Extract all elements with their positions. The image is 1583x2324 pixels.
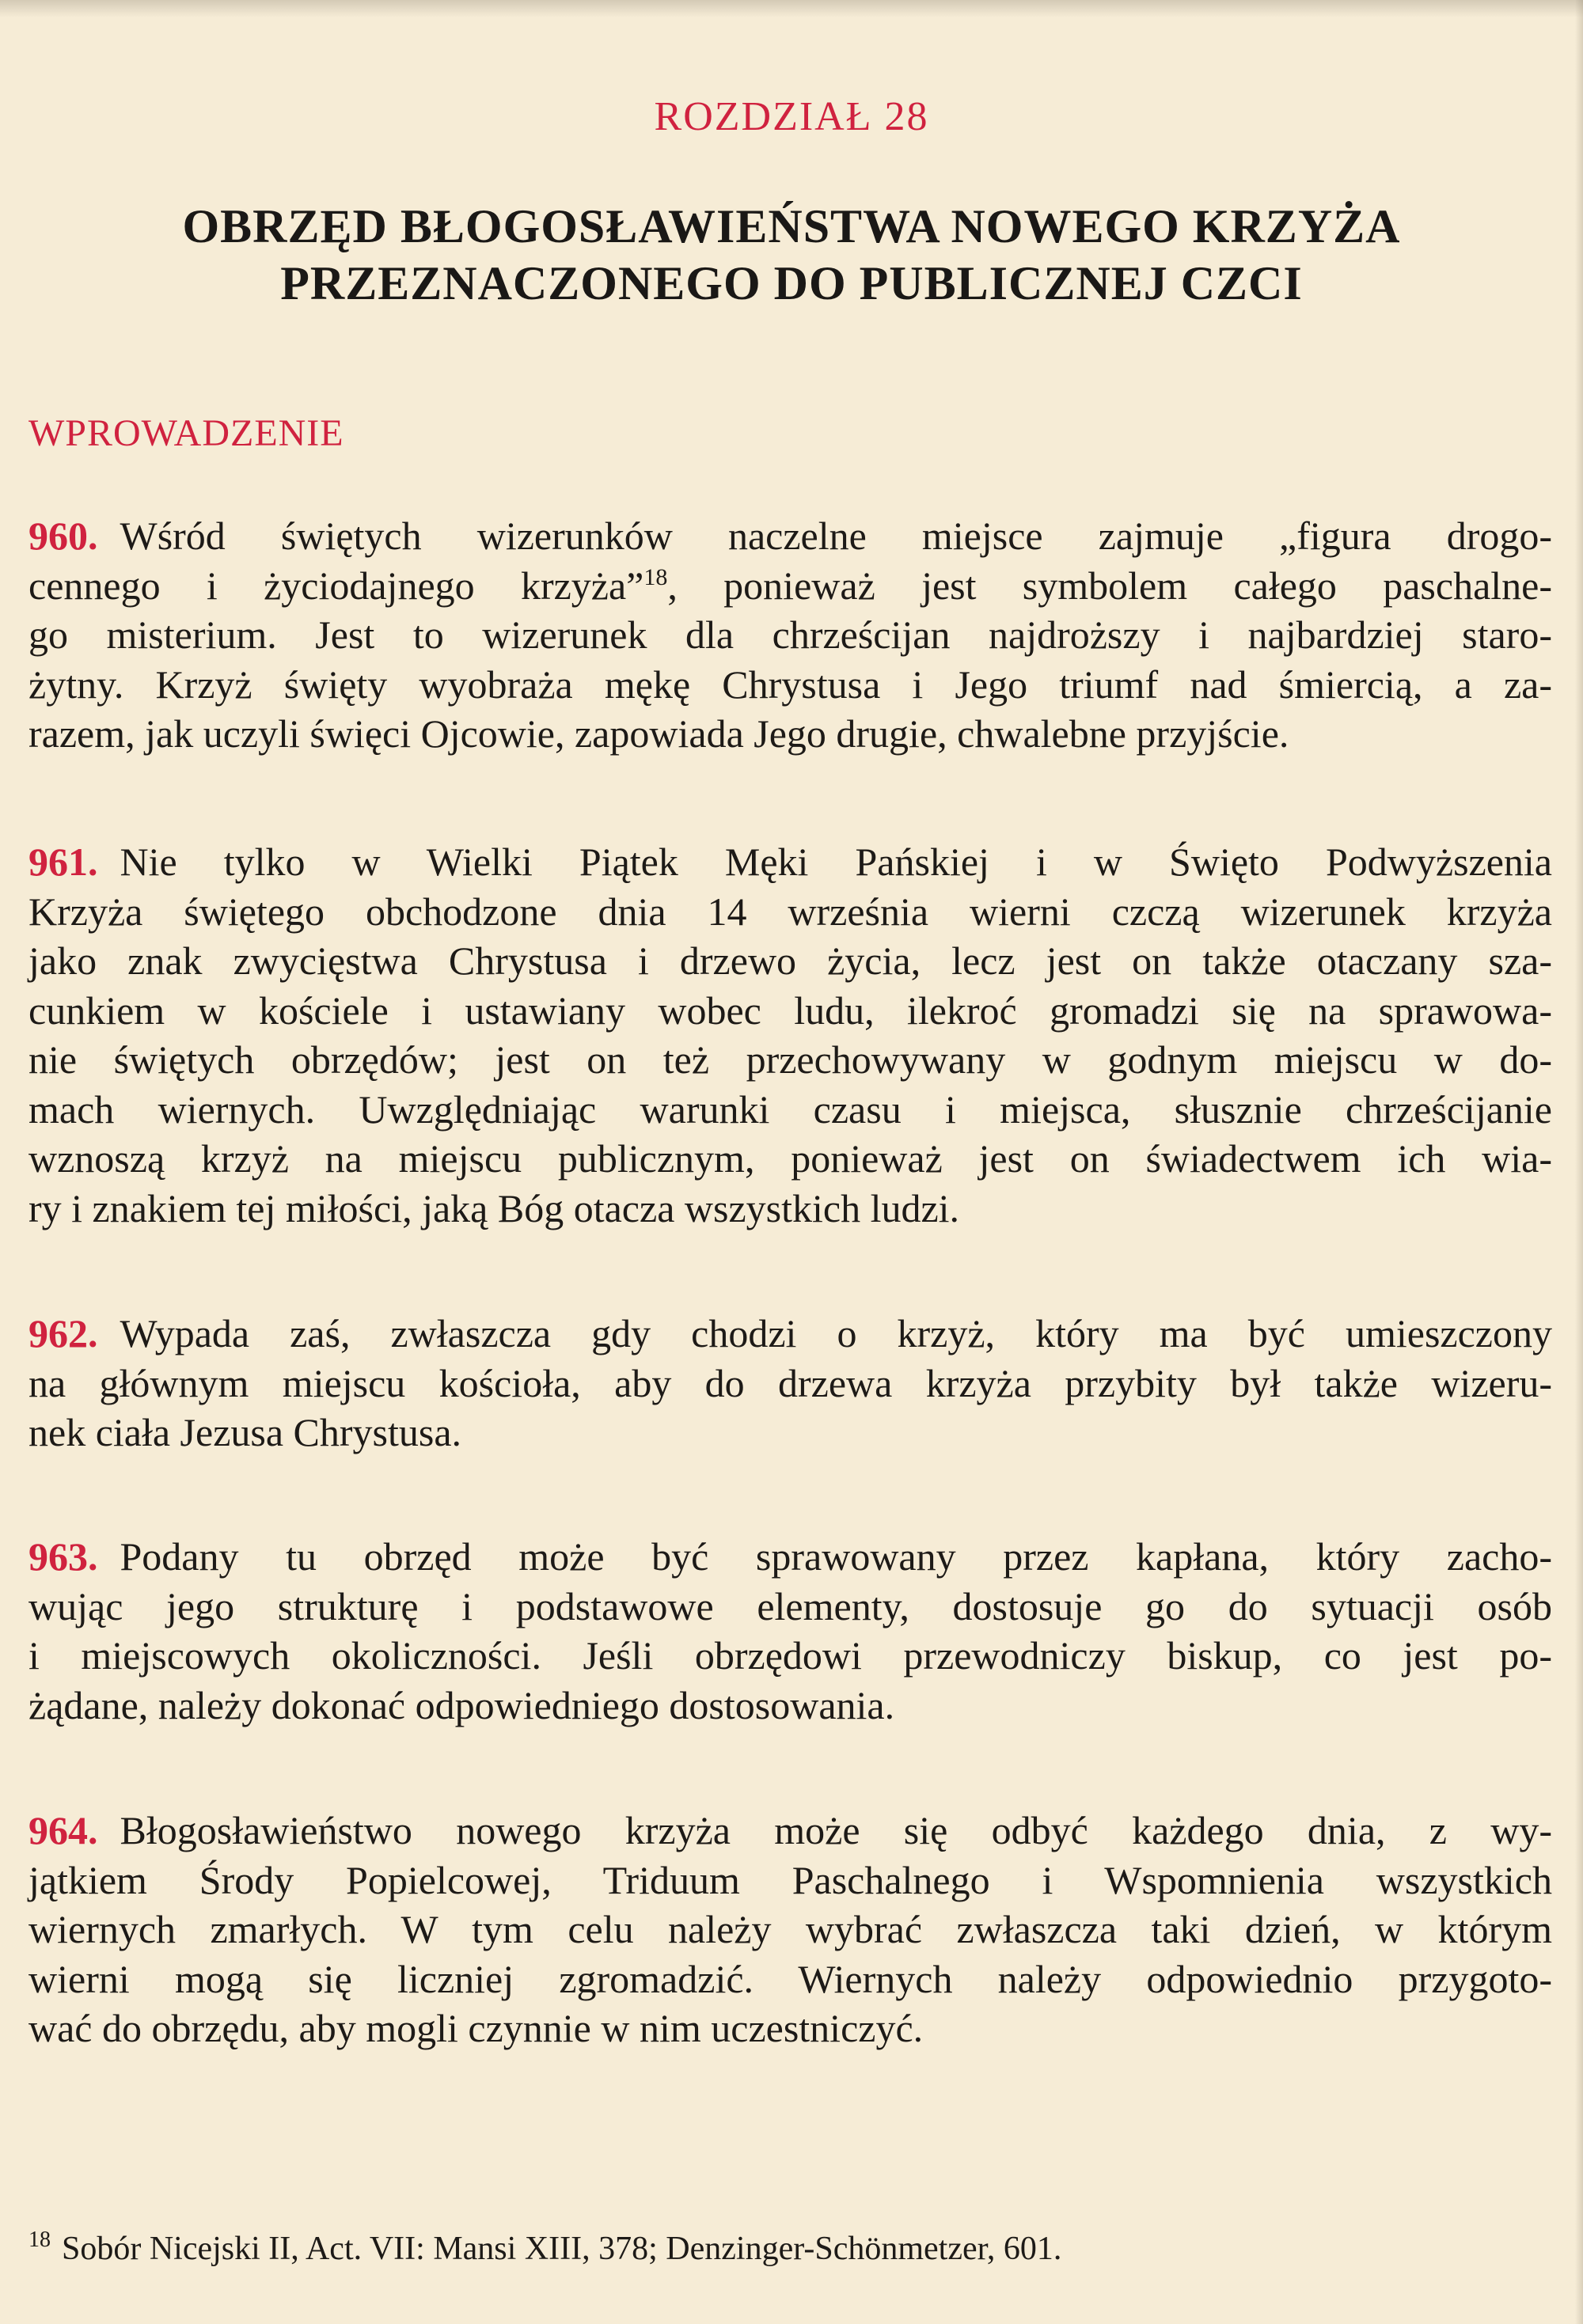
paragraph-line: jako znak zwycięstwa Chrystusa i drzewo życia, lecz jest on także otaczany sza- <box>28 938 1552 983</box>
section-heading: WPROWADZENIE <box>28 412 344 454</box>
paragraph-line: 961. Nie tylko w Wielki Piątek Męki Pańskiej i w Święto Podwyższenia <box>28 840 1552 884</box>
paragraph-line: wiernych zmarłych. W tym celu należy wybrać zwłaszcza taki dzień, w którym <box>28 1907 1552 1951</box>
paragraph-line: 962. Wypada zaś, zwłaszcza gdy chodzi o krzyż, który ma być umieszczony <box>28 1311 1552 1355</box>
paragraph-line: cunkiem w kościele i ustawiany wobec ludu, ilekroć gromadzi się na sprawowa- <box>28 988 1552 1033</box>
paragraph-964 <box>28 1806 1552 2053</box>
paragraph-number: 964. <box>28 1808 98 1852</box>
paragraph-line: nie świętych obrzędów; jest on też przechowywany w godnym miejscu w do- <box>28 1037 1552 1082</box>
footnote <box>28 2227 1062 2268</box>
paragraph-line: nek ciała Jezusa Chrystusa. <box>28 1410 462 1454</box>
paragraph-line: wierni mogą się liczniej zgromadzić. Wiernych należy odpowiednio przygoto- <box>28 1956 1552 2001</box>
paragraph-line: i miejscowych okoliczności. Jeśli obrzędowi przewodniczy biskup, co jest po- <box>28 1633 1552 1678</box>
paragraph-line: wując jego strukturę i podstawowe elementy, dostosuje go do sytuacji osób <box>28 1583 1552 1628</box>
paragraph-line: Krzyża świętego obchodzone dnia 14 września wierni czczą wizerunek krzyża <box>28 889 1552 934</box>
paragraph-line: cennego i życiodajnego krzyża”$^{18}$, ponieważ jest symbolem całego paschalne- <box>28 563 1552 608</box>
paragraph-number: 962. <box>28 1311 98 1355</box>
paragraph-line: na głównym miejscu kościoła, aby do drzewa krzyża przybity był także wizeru- <box>28 1360 1552 1405</box>
paragraph-line: jątkiem Środy Popielcowej, Triduum Paschalnego i Wspomnienia wszystkich <box>28 1857 1552 1902</box>
paragraph-line: mach wiernych. Uwzględniając warunki czasu i miejsca, słusznie chrześcijanie <box>28 1086 1552 1132</box>
paragraph-number: 960. <box>28 514 98 558</box>
footnote-text: Sobór Nicejski II, Act. VII: Mansi XIII, 378; Denzinger-Schönmetzer, 601. <box>62 2231 1062 2267</box>
paragraph-960 <box>28 511 1552 759</box>
paragraph-line: 964. Błogosławieństwo nowego krzyża może się odbyć każdego dnia, z wy- <box>28 1808 1552 1852</box>
paragraph-line: wać do obrzędu, aby mogli czynnie w nim uczestniczyć. <box>28 2006 924 2050</box>
paragraph-line: 960. Wśród świętych wizerunków naczelne miejsce zajmuje „figura drogo- <box>28 514 1552 558</box>
chapter-label: ROZDZIAŁ 28 <box>654 94 929 139</box>
chapter-title-line-2: PRZEZNACZONEGO DO PUBLICZNEJ CZCI <box>280 257 1303 309</box>
paragraph-961 <box>28 837 1552 1233</box>
paragraph-line: żądane, należy dokonać odpowiedniego dostosowania. <box>28 1682 895 1727</box>
paragraph-line: razem, jak uczyli święci Ojcowie, zapowiada Jego drugie, chwalebne przyjście. <box>28 711 1289 756</box>
paragraph-line: go misterium. Jest to wizerunek dla chrześcijan najdroższy i najbardziej staro- <box>28 612 1552 657</box>
footnote-reference[interactable]: 18 <box>643 563 668 590</box>
paragraph-number: 963. <box>28 1534 98 1579</box>
chapter-title <box>47 198 1536 312</box>
footnote-marker: 18 <box>28 2227 51 2252</box>
paragraph-line: wznoszą krzyż na miejscu publicznym, ponieważ jest on świadectwem ich wia- <box>28 1136 1552 1181</box>
paragraph-963 <box>28 1532 1552 1730</box>
paragraph-962 <box>28 1309 1552 1458</box>
paragraph-line: ry i znakiem tej miłości, jaką Bóg otacza wszystkich ludzi. <box>28 1185 960 1230</box>
paragraph-line: 963. Podany tu obrzęd może być sprawowany przez kapłana, który zacho- <box>28 1534 1552 1579</box>
chapter-title-line-1: OBRZĘD BŁOGOSŁAWIEŃSTWA NOWEGO KRZYŻA <box>182 200 1401 252</box>
paragraph-line: żytny. Krzyż święty wyobraża mękę Chrystusa i Jego triumf nad śmiercią, a za- <box>28 662 1552 707</box>
paragraph-number: 961. <box>28 840 98 884</box>
